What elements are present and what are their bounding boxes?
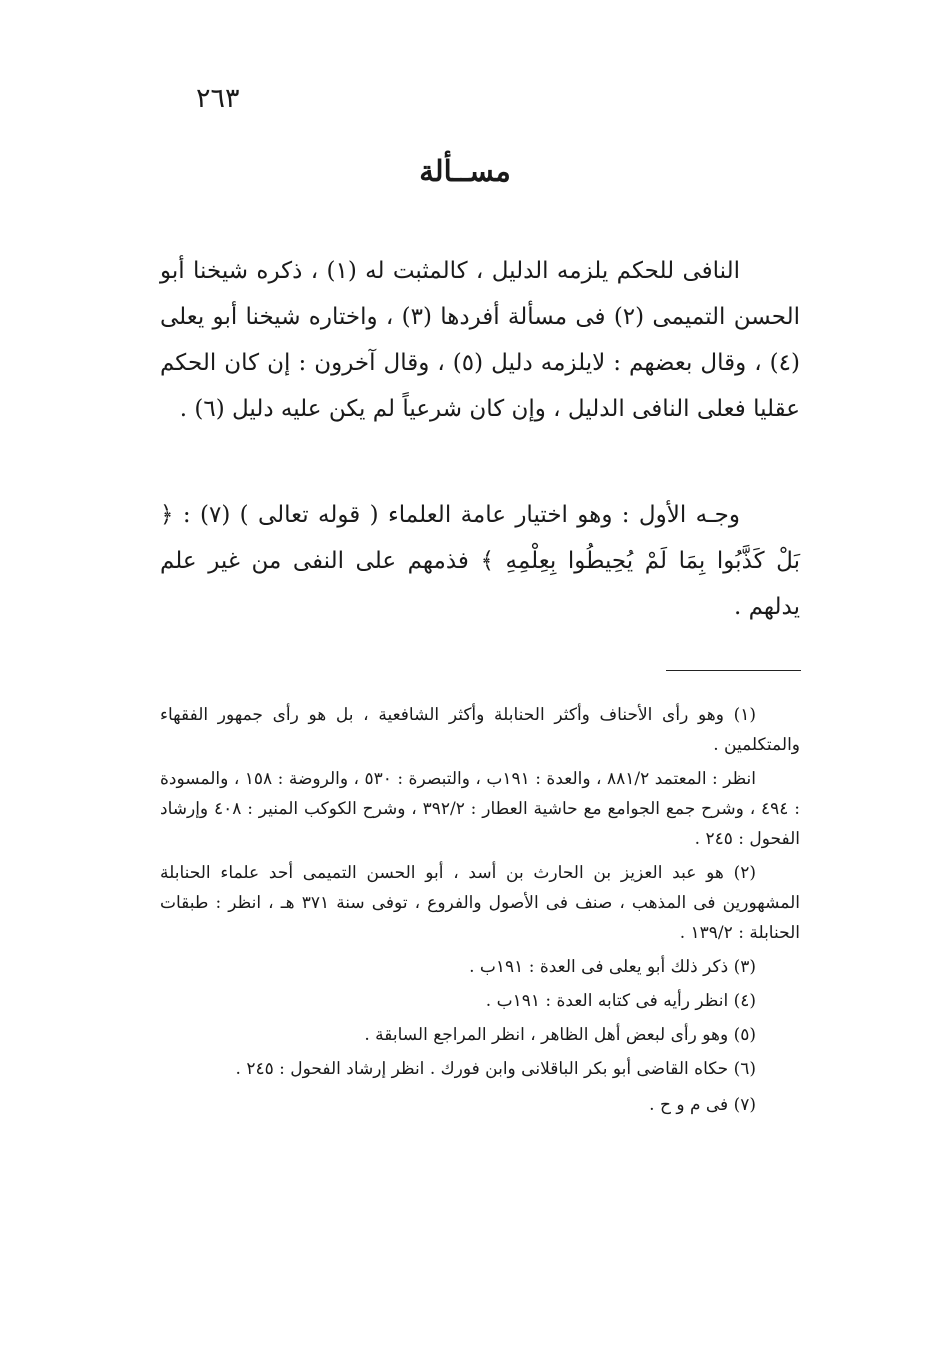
footnote-3: (٣) ذكر ذلك أبو يعلى فى العدة : ١٩١ب . — [469, 957, 756, 977]
paragraph-text: وجـه الأول : وهو اختيار عامة العلماء ( قوله تعالى ) (٧) : ﴿ بَلْ كَذَّبُوا بِمَا لَمْ يُحِيطُوا بِعِلْمِهِ ﴾ فذمهم على النفى من غير علم يدلهم . — [160, 502, 800, 620]
footnotes — [160, 700, 800, 1124]
paragraph-text: النافى للحكم يلزمه الدليل ، كالمثبت له (١) ، ذكره شيخنا أبو الحسن التميمى (٢) فى مسألة أفردها (٣) ، واختاره شيخنا أبو يعلى (٤) ، وقال بعضهم : لايلزمه دليل (٥) ، وقال آخرون : إن كان الحكم عقليا فعلى النافى الدليل ، وإن كان شرعياً لم يكن عليه دليل (٦) . — [160, 258, 800, 422]
footnote-7: (٧) فى م و ح . — [649, 1095, 756, 1115]
footnote-2: (٢) هو عبد العزيز بن الحارث بن أسد ، أبو الحسن التميمى أحد علماء الحنابلة المشهورين فى المذهب ، صنف فى الأصول والفروع ، توفى سنة ٣٧١ هـ ، انظر : طبقات الحنابلة : ١٣٩/٢ . — [160, 863, 801, 943]
page-title: مســألة — [419, 154, 511, 188]
page-number: ٢٦٣ — [196, 83, 240, 114]
footnote-1-references: انظر : المعتمد ٨٨١/٢ ، والعدة : ١٩١ب ، والتبصرة : ٥٣٠ ، والروضة : ١٥٨ ، والمسودة : ٤٩٤ ، وشرح جمع الجوامع مع حاشية العطار : ٣٩٢/٢ ، وشرح الكوكب المنير : ٤٠٨ وإرشاد الفحول : ٢٤٥ . — [160, 769, 800, 849]
footnote-1: (١) وهو رأى الأحناف وأكثر الحنابلة وأكثر الشافعية ، بل هو رأى جمهور الفقهاء والمتكلمين . — [160, 705, 800, 755]
body-paragraph-2 — [160, 492, 800, 630]
footnote-4: (٤) انظر رأيه فى كتابه العدة : ١٩١ب . — [485, 991, 756, 1011]
footnote-divider — [666, 670, 801, 671]
body-paragraph-1 — [160, 248, 800, 432]
footnote-6: (٦) حكاه القاضى أبو بكر الباقلانى وابن فورك . انظر إرشاد الفحول : ٢٤٥ . — [235, 1059, 756, 1079]
footnote-5: (٥) وهو رأى لبعض أهل الظاهر ، انظر المراجع السابقة . — [364, 1025, 756, 1045]
